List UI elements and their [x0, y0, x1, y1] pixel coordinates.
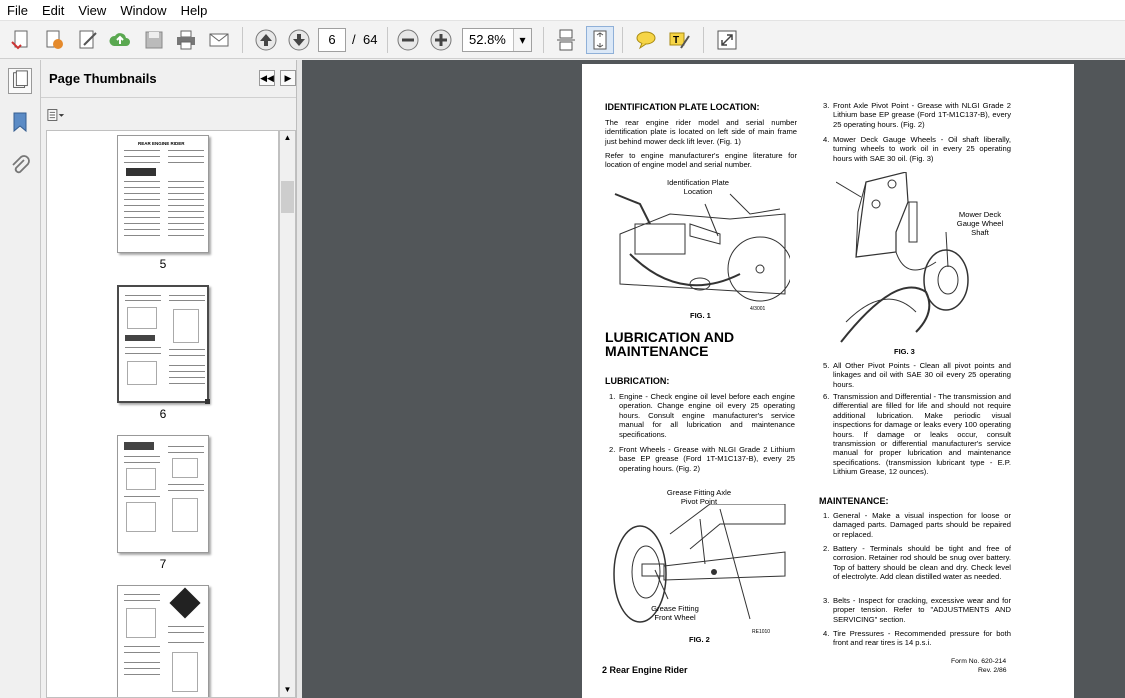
- zoom-in-icon[interactable]: [427, 26, 455, 54]
- pdf-page: [582, 64, 1074, 698]
- thumb-heading: REAR ENGINE RIDER: [138, 141, 185, 146]
- maint-item-2-number: 2.: [823, 544, 830, 553]
- thumbnail-page-7[interactable]: [117, 435, 209, 553]
- fig2-caption: FIG. 2: [689, 635, 710, 644]
- lub-item-1-text: Engine - Check engine oil level before each engine operation. Change engine oil every 25 operating hours. Consult engine manufacturer's service manual for all lubrication and maintenance specifications.: [619, 392, 795, 439]
- thumbnail-options-icon[interactable]: [47, 106, 73, 124]
- bookmarks-icon[interactable]: [8, 110, 32, 134]
- footer-form-number: Form No. 620-214: [951, 658, 1007, 665]
- thumbnails-panel: [41, 60, 301, 698]
- thumbnail-page-8[interactable]: [117, 585, 209, 698]
- footer-revision: Rev. 2/86: [978, 667, 1007, 674]
- zoom-level-input[interactable]: 52.8%: [462, 28, 532, 52]
- fig3-caption: FIG. 3: [894, 347, 915, 356]
- footer-left: 2 Rear Engine Rider: [602, 665, 688, 675]
- thumbnail-label: 5: [159, 257, 167, 271]
- thumbnail-label: 7: [159, 557, 167, 571]
- save-icon[interactable]: [140, 26, 168, 54]
- lubrication-subheading: LUBRICATION:: [605, 376, 670, 386]
- maint-item-4-text: Tire Pressures - Recommended pressure for both front and rear tires is 14 p.s.i.: [833, 629, 1011, 648]
- thumbnail-page-6[interactable]: [117, 285, 209, 403]
- right-item-6-number: 6.: [823, 392, 830, 401]
- lub-item-2-text: Front Wheels - Grease with NLGI Grade 2 Lithium base EP grease (Ford 1T-M1C137-B), every 25 operating hours. (Fig. 2): [619, 445, 795, 473]
- right-item-4-text: Mower Deck Gauge Wheels - Oil shaft liberally, turning wheels to work oil in every 25 operating hours with SAE 30 oil. (Fig. 3): [833, 135, 1011, 163]
- sign-icon[interactable]: [74, 26, 102, 54]
- menu-help[interactable]: Help: [180, 2, 208, 18]
- navigation-rail: [0, 60, 41, 698]
- svg-text:T: T: [673, 35, 680, 46]
- fig2-label-bottom: Grease Fitting Front Wheel: [651, 604, 699, 622]
- menu-window[interactable]: Window: [120, 2, 167, 18]
- zoom-out-icon[interactable]: [394, 26, 422, 54]
- maint-item-1-number: 1.: [823, 511, 830, 520]
- menu-bar: [0, 0, 1125, 21]
- lub-item-2-number: 2.: [609, 445, 616, 454]
- zoom-dropdown-icon[interactable]: ▾: [513, 29, 531, 51]
- toolbar: [0, 21, 1125, 59]
- menu-view[interactable]: View: [78, 2, 107, 18]
- page-separator: /: [352, 32, 356, 47]
- id-plate-paragraph-2: Refer to engine manufacturer's engine literature for location of engine model and serial number.: [605, 151, 797, 170]
- maintenance-heading: MAINTENANCE:: [819, 496, 889, 506]
- collapse-panel-icon[interactable]: ◀◀: [259, 70, 275, 86]
- figure-3: [836, 172, 976, 352]
- menu-file[interactable]: File: [7, 2, 28, 18]
- thumbnail-label: 6: [159, 407, 167, 421]
- scrolling-mode-icon[interactable]: [552, 26, 580, 54]
- fig3-label: Mower Deck Gauge Wheel Shaft: [956, 210, 1004, 237]
- fig1-caption: FIG. 1: [690, 311, 711, 320]
- page-number-input[interactable]: 6: [318, 28, 346, 52]
- lubrication-title-line2: MAINTENANCE: [605, 343, 709, 359]
- fig2-code: RE1010: [752, 629, 771, 635]
- maint-item-2-text: Battery - Terminals should be tight and free of corrosion. Retainer rod should be snug over battery. Top of battery should be clean and dry. Check level of electrolyte. Add clean distilled water as needed.: [833, 544, 1011, 582]
- right-item-3-number: 3.: [823, 101, 830, 110]
- thumbnail-scrollbar[interactable]: [279, 130, 296, 698]
- fig2-label-top: Grease Fitting Axle Pivot Point: [666, 488, 732, 506]
- right-item-3-text: Front Axle Pivot Point - Grease with NLGI Grade 2 Lithium base EP grease (Ford 1T-M1C137-B), every 25 operating hours. (Fig. 2): [833, 101, 1011, 129]
- scroll-up-icon[interactable]: ▲: [283, 133, 292, 142]
- email-icon[interactable]: [205, 26, 233, 54]
- right-item-5-text: All Other Pivot Points - Clean all pivot points and linkages and oil with SAE 30 oil every 25 operating hours.: [833, 361, 1011, 389]
- lub-item-1-number: 1.: [609, 392, 616, 401]
- fig1-label: Identification Plate Location: [666, 178, 730, 196]
- upload-cloud-icon[interactable]: [106, 26, 134, 54]
- lubrication-title-line1: LUBRICATION AND: [605, 329, 735, 345]
- scroll-thumb[interactable]: [281, 181, 294, 213]
- panel-header: [41, 60, 301, 98]
- expand-panel-icon[interactable]: ▶: [280, 70, 296, 86]
- id-plate-heading: IDENTIFICATION PLATE LOCATION:: [605, 102, 760, 112]
- print-icon[interactable]: [172, 26, 200, 54]
- create-pdf-icon[interactable]: [8, 26, 36, 54]
- comment-icon[interactable]: [632, 26, 660, 54]
- fit-page-icon[interactable]: [586, 26, 614, 54]
- fullscreen-icon[interactable]: [713, 26, 741, 54]
- page-total: 64: [363, 32, 378, 47]
- scroll-down-icon[interactable]: ▼: [283, 685, 292, 694]
- next-page-icon[interactable]: [285, 26, 313, 54]
- maint-item-3-text: Belts - Inspect for cracking, excessive wear and for proper tension. Refer to "ADJUSTMENTS AND SERVICING" section.: [833, 596, 1011, 624]
- maint-item-4-number: 4.: [823, 629, 830, 638]
- thumbnail-list[interactable]: [46, 130, 279, 698]
- thumbnail-page-5[interactable]: [117, 135, 209, 253]
- right-item-4-number: 4.: [823, 135, 830, 144]
- right-item-6-text: Transmission and Differential - The transmission and differential are filled for life and should not require additional lubrication. Make periodic visual inspections for damage or leaks every 100 operating hours. If damage or leaks occur, consult transmission or differential manufacturer's service manual for proper lubrication and maintenance specifications. (transmission lubricant type - E.P. Lithium Grease, 12 ounces).: [833, 392, 1011, 477]
- edit-pdf-icon[interactable]: [40, 26, 68, 54]
- page-thumbnails-icon[interactable]: [8, 68, 32, 94]
- fig1-code: 4/3001: [750, 306, 766, 312]
- menu-edit[interactable]: Edit: [41, 2, 65, 18]
- previous-page-icon[interactable]: [252, 26, 280, 54]
- attachments-icon[interactable]: [8, 154, 32, 178]
- maint-item-1-text: General - Make a visual inspection for loose or damaged parts. Damaged parts should be repaired or replaced.: [833, 511, 1011, 539]
- right-item-5-number: 5.: [823, 361, 830, 370]
- highlight-icon[interactable]: [665, 26, 693, 54]
- panel-title: Page Thumbnails: [49, 71, 157, 86]
- id-plate-paragraph-1: The rear engine rider model and serial number identification plate is located on left side of main frame just behind mower deck lift lever. (Fig. 1): [605, 118, 797, 146]
- maint-item-3-number: 3.: [823, 596, 830, 605]
